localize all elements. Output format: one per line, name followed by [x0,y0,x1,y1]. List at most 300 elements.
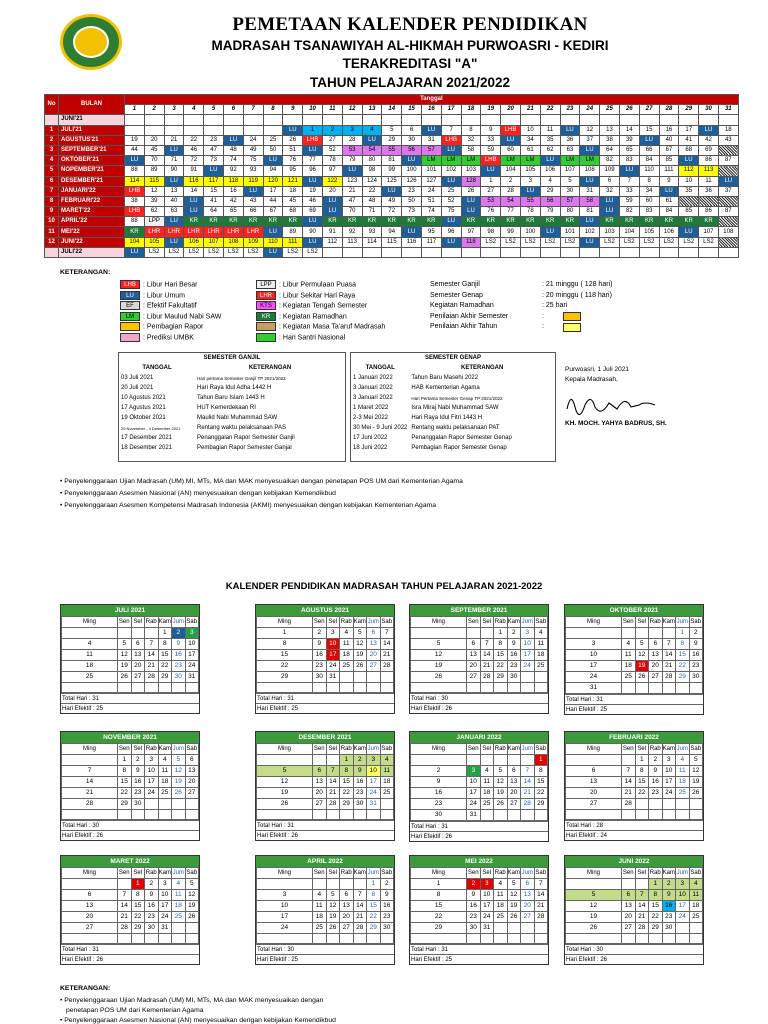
week-row [411,683,548,693]
weekday-label: Ming [257,744,313,755]
week-row [411,755,548,766]
day-cell [481,247,501,257]
day-cell: 97 [322,166,342,176]
row-no [45,247,59,257]
date-cell: 1 [367,879,381,890]
date-cell: 9 [689,639,703,650]
day-cell: 74 [223,156,243,166]
day-cell: 86 [699,207,719,217]
month-name: JANUARI 2022 [410,732,548,743]
date-cell: 19 [172,777,186,788]
day-cell: KR [223,217,243,227]
date-cell: 20 [340,912,354,923]
day-cell: 85 [679,207,699,217]
date-cell [676,934,690,944]
legend-item [256,333,385,344]
day-cell: 6 [402,125,422,135]
day-cell: LS2 [164,247,184,257]
total-days: Total Hari : 30 [61,820,199,830]
date-cell: 7 [635,890,649,901]
day-cell: 105 [144,237,164,247]
day-cell: LU [600,196,620,206]
day-cell: 69 [303,207,323,217]
week-row [566,788,703,799]
row-month: MARET'22 [59,207,125,217]
date-cell [326,879,340,890]
date-cell: 19 [507,901,521,912]
day-cell: 84 [659,207,679,217]
day-cell: 71 [362,207,382,217]
legend-swatch: LPP [256,280,276,289]
day-cell: 56 [540,196,560,206]
date-cell [507,810,521,821]
date-cell: 23 [313,661,327,672]
date-cell: 17 [185,650,199,661]
day-cell: LS2 [144,247,164,257]
month-calendar [409,855,549,965]
date-cell: 22 [367,912,381,923]
day-cell [540,247,560,257]
date-cell [118,628,132,639]
day-cell: 99 [382,166,402,176]
row-no: 9 [45,207,59,217]
date-cell: 17 [158,901,172,912]
date-cell: 29 [257,672,313,683]
day-cell: 50 [402,196,422,206]
month-calendar [255,731,395,841]
day-cell [204,125,224,135]
date-cell: 22 [534,788,548,799]
date-cell: 30 [353,799,367,810]
weekday-label: Sab [380,617,394,628]
legend-swatch: KR [256,312,276,321]
date-cell: 31 [367,799,381,810]
table-row [45,227,739,237]
day-cell [580,247,600,257]
day-cell: LU [283,125,303,135]
weekday-row [62,868,199,879]
week-row [411,650,548,661]
day-cell: LU [560,125,580,135]
day-cell: LU [125,247,145,257]
month-grid [410,743,548,821]
weekday-label: Sen [622,868,636,879]
day-cell: 41 [679,135,699,145]
day-cell: 96 [303,166,323,176]
date-cell: 7 [62,766,118,777]
date-cell: 3 [662,755,676,766]
date-cell: 25 [313,923,327,934]
day-cell: 12 [580,125,600,135]
day-header: 16 [421,105,441,115]
week-row [411,777,548,788]
legend-swatch [120,322,140,331]
day-cell: 27 [481,186,501,196]
date-cell: 25 [676,788,690,799]
day-header: 22 [540,105,560,115]
day-header: 20 [501,105,521,115]
day-cell: 99 [501,227,521,237]
date-cell [566,879,622,890]
day-header: 23 [560,105,580,115]
day-cell: 8 [461,125,481,135]
legend-info-item [430,312,612,323]
weekday-label: Kam [662,744,676,755]
date-cell: 1 [649,879,663,890]
date-cell: 16 [145,901,159,912]
date-cell: 28 [145,672,159,683]
date-cell: 3 [257,890,313,901]
date-cell: 3 [367,755,381,766]
date-cell [185,810,199,820]
date-cell: 19 [118,661,132,672]
date-cell: 18 [480,788,494,799]
day-cell: 49 [382,196,402,206]
week-row [257,766,394,777]
effective-days: Hari Efektif : 26 [256,830,394,840]
semester-desc: Tahun Baru Masehi 2022 [411,375,479,381]
day-cell: 78 [322,156,342,166]
date-cell: 13 [131,650,145,661]
date-cell: 30 [662,923,676,934]
date-cell [494,683,508,693]
day-cell: 28 [342,135,362,145]
day-cell: 11 [699,176,719,186]
date-cell: 19 [689,777,703,788]
day-cell: LS2 [639,237,659,247]
date-cell: 14 [118,901,132,912]
semester-date: 18 Desember 2021 [121,445,173,451]
date-cell: 6 [185,755,199,766]
date-cell [118,879,132,890]
date-cell: 20 [507,788,521,799]
date-cell: 23 [411,799,467,810]
month-grid [410,616,548,693]
semester-date: 17 Juni 2022 [353,435,388,441]
weekday-label: Ming [411,617,467,628]
weekday-label: Rab [649,868,663,879]
month-name: OKTOBER 2021 [565,605,703,616]
date-cell [622,628,636,639]
col-bulan-header: BULAN [59,95,125,115]
semester-row [119,383,345,393]
day-cell: 29 [540,186,560,196]
semester-date: 18 Juni 2022 [353,445,388,451]
weekday-label: Kam [353,744,367,755]
weekday-label: Sen [467,617,481,628]
day-cell: LM [520,156,540,166]
date-cell [689,799,703,810]
date-cell [185,683,199,693]
effective-days: Hari Efektif : 25 [565,704,703,714]
date-cell: 5 [326,890,340,901]
date-cell: 26 [185,912,199,923]
date-cell: 21 [534,901,548,912]
day-cell: 114 [125,176,145,186]
date-cell: 6 [313,766,327,777]
weekday-label: Ming [566,617,622,628]
date-cell: 4 [380,755,394,766]
day-cell: LU [184,207,204,217]
date-cell: 16 [353,777,367,788]
date-cell: 10 [662,766,676,777]
date-cell: 17 [367,777,381,788]
day-cell: 72 [184,156,204,166]
date-cell: 10 [158,890,172,901]
day-cell: LU [204,166,224,176]
month-grid [565,616,703,694]
day-cell: 13 [600,125,620,135]
day-cell: 92 [223,166,243,176]
date-cell [622,934,636,944]
date-cell [566,628,622,639]
week-row [62,766,199,777]
day-cell: LU [382,186,402,196]
weekday-row [411,617,548,628]
week-row [566,661,703,672]
day-cell: 51 [283,145,303,155]
date-cell [494,810,508,821]
date-cell: 8 [534,766,548,777]
semester-date: 2-3 Mei 2022 [353,415,389,421]
date-cell: 21 [145,661,159,672]
date-cell: 4 [622,639,636,650]
day-cell: 5 [382,125,402,135]
week-row [62,755,199,766]
week-row [411,890,548,901]
date-cell [158,934,172,944]
day-cell: LU [322,207,342,217]
day-cell: 103 [600,227,620,237]
day-cell: LS2 [184,247,204,257]
date-cell: 10 [185,639,199,650]
semester-date: 1 Maret 2022 [353,405,389,411]
semester-date: 19 Oktober 2021 [121,415,166,421]
weekday-label: Jum [367,868,381,879]
date-cell [313,810,327,820]
week-row [566,799,703,810]
day-cell: 108 [718,227,738,237]
weekday-label: Sel [131,617,145,628]
month-calendar [255,604,395,714]
day-cell [639,115,659,125]
date-cell: 23 [689,661,703,672]
week-row [62,628,199,639]
day-cell: 79 [342,156,362,166]
table-row [45,156,739,166]
date-cell: 18 [158,777,172,788]
day-cell: LU [540,227,560,237]
week-row [257,879,394,890]
day-cell: 8 [639,176,659,186]
day-cell: 16 [659,125,679,135]
day-cell: 53 [342,145,362,155]
day-cell [501,115,521,125]
day-cell: KR [283,217,303,227]
day-cell: 55 [520,196,540,206]
day-header: 9 [283,105,303,115]
date-cell: 24 [367,788,381,799]
date-cell: 11 [172,890,186,901]
day-cell: 72 [382,207,402,217]
semester-desc: HUT Kemerdekaan RI [197,405,256,411]
date-cell: 2 [353,755,367,766]
date-cell: 6 [622,890,636,901]
date-cell: 16 [507,650,521,661]
legend-item [256,301,385,312]
day-cell: 124 [362,176,382,186]
date-cell [367,934,381,944]
day-cell: 77 [501,207,521,217]
date-cell: 22 [118,788,132,799]
date-cell: 21 [662,661,676,672]
day-cell: LS2 [560,237,580,247]
day-cell: 17 [263,186,283,196]
date-cell: 7 [662,639,676,650]
day-cell: 15 [639,125,659,135]
date-cell [353,879,367,890]
day-cell: 106 [659,227,679,237]
day-header: 31 [718,105,738,115]
day-cell: 14 [619,125,639,135]
date-cell: 10 [566,650,622,661]
semester-genap-box [350,352,556,462]
date-cell [494,934,508,944]
date-cell: 13 [367,639,381,650]
date-cell [257,683,313,693]
date-cell: 30 [380,923,394,934]
date-cell: 2 [145,879,159,890]
date-cell: 7 [480,639,494,650]
legend-swatch: KTS [256,301,276,310]
day-cell: KR [540,217,560,227]
effective-days: Hari Efektif : 24 [565,830,703,840]
date-cell: 8 [340,766,354,777]
date-cell: 28 [62,799,118,810]
day-cell: LU [679,156,699,166]
date-cell: 18 [62,661,118,672]
date-cell [145,683,159,693]
date-cell: 30 [172,672,186,683]
date-cell [411,755,467,766]
date-cell: 24 [521,661,535,672]
day-cell: 16 [223,186,243,196]
table-row [45,217,739,227]
date-cell: 26 [257,799,313,810]
day-cell: 33 [619,186,639,196]
day-cell: 80 [362,156,382,166]
total-days: Total Hari : 30 [410,693,548,703]
day-cell: 121 [283,176,303,186]
weekday-label: Rab [145,617,159,628]
day-cell: LS2 [283,247,303,257]
day-cell: LS2 [679,237,699,247]
day-cell: 88 [125,217,145,227]
date-cell [326,810,340,820]
day-cell: LU [441,145,461,155]
date-cell: 23 [353,788,367,799]
signature-block [565,365,667,429]
date-cell: 23 [380,912,394,923]
day-cell: 113 [699,166,719,176]
week-row [411,639,548,650]
row-no: 10 [45,217,59,227]
row-month: NOPEMBER'21 [59,166,125,176]
date-cell: 8 [494,639,508,650]
day-cell [560,115,580,125]
semester-date: 3 Januari 2022 [353,385,393,391]
weekday-label: Jum [367,744,381,755]
day-cell [718,247,738,257]
day-cell: 100 [402,166,422,176]
date-cell: 25 [534,661,548,672]
date-cell: 24 [158,912,172,923]
day-cell: 89 [283,227,303,237]
date-cell: 12 [494,777,508,788]
date-cell: 26 [411,672,467,683]
date-cell [534,810,548,821]
date-cell: 21 [353,912,367,923]
date-cell: 19 [326,912,340,923]
date-cell: 16 [649,777,663,788]
table-row [45,125,739,135]
day-cell: LHR [164,227,184,237]
day-cell: LM [421,156,441,166]
day-cell: LU [718,176,738,186]
date-cell [367,672,381,683]
week-row [62,683,199,693]
weekday-label: Ming [257,617,313,628]
date-cell: 18 [380,777,394,788]
day-cell: 120 [263,176,283,186]
day-cell: 116 [402,237,422,247]
date-cell: 4 [480,766,494,777]
day-cell: 69 [699,145,719,155]
date-cell: 11 [62,650,118,661]
date-cell [340,672,354,683]
doc-title: PEMETAAN KALENDER PENDIDIKAN [232,14,588,35]
weekday-label: Ming [411,744,467,755]
weekday-label: Rab [649,617,663,628]
semester-row [351,403,555,413]
weekday-label: Jum [172,868,186,879]
day-cell: 26 [283,135,303,145]
date-cell: 8 [118,766,132,777]
day-cell: LHB [501,125,521,135]
day-cell: 104 [501,166,521,176]
day-header: 4 [184,105,204,115]
date-cell [480,755,494,766]
date-cell: 18 [313,912,327,923]
weekday-label: Sab [380,868,394,879]
weekday-label: Ming [566,744,622,755]
semester-row [351,433,555,443]
day-header: 30 [699,105,719,115]
legend-item [256,312,385,323]
date-cell [353,672,367,683]
day-cell [144,125,164,135]
date-cell: 2 [131,755,145,766]
date-cell: 3 [521,628,535,639]
day-cell: 77 [303,156,323,166]
date-cell: 11 [676,766,690,777]
date-cell: 6 [649,639,663,650]
legend-text: : Pembagian Rapor [143,323,204,331]
month-calendar [409,604,549,714]
date-cell [662,810,676,820]
day-cell: LU [699,125,719,135]
day-cell: LU [342,166,362,176]
